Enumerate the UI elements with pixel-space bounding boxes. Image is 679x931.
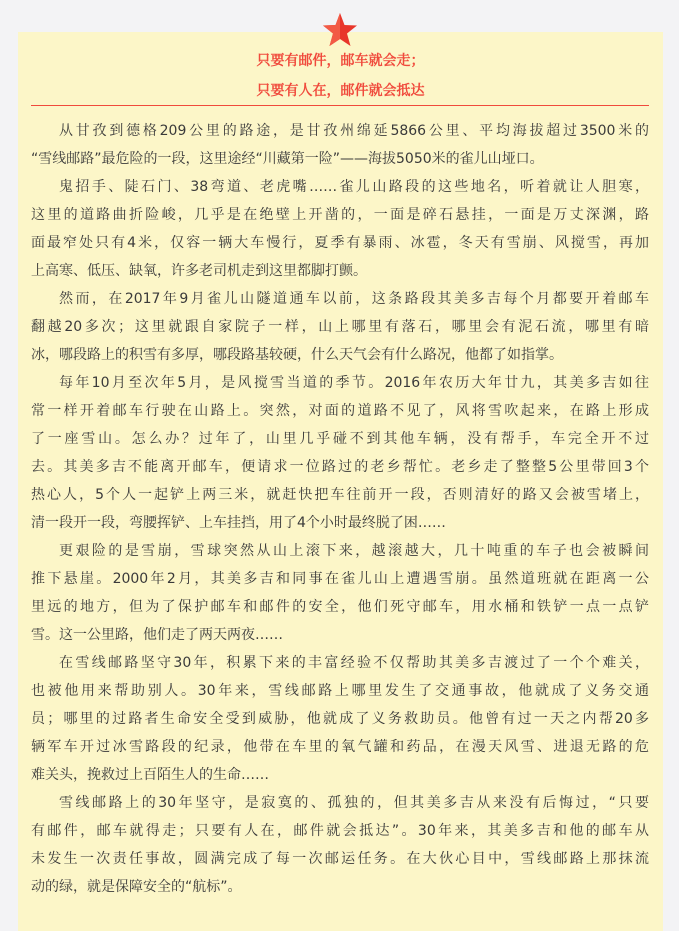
- text-line: 每年10月至次年5月，是风搅雪当道的季节。2016年农历大年廿九，其美多吉如往: [59, 375, 649, 391]
- text-line: 鬼招手、陡石门、38弯道、老虎嘴……雀儿山路段的这些地名，听着就让人胆寒，: [59, 179, 649, 195]
- text-line: 翻越20多次；这里就跟自家院子一样，山上哪里有落石，哪里会有泥石流，哪里有暗: [31, 319, 649, 335]
- text-line: 未发生一次责任事故，圆满完成了每一次邮运任务。在大伙心目中，雪线邮路上那抹流: [31, 851, 649, 867]
- paragraph: [31, 369, 649, 537]
- text-line: 在雪线邮路坚守30年，积累下来的丰富经验不仅帮助其美多吉渡过了一个个难关，: [59, 655, 649, 671]
- text-line: 有邮件，邮车就得走；只要有人在，邮件就会抵达”。30年来，其美多吉和他的邮车从: [31, 823, 649, 839]
- text-line: 雪。这一公里路，他们走了两天两夜……: [31, 627, 283, 643]
- text-line: 面最窄处只有4米，仅容一辆大车慢行，夏季有暴雨、冰雹，冬天有雪崩、风搅雪，再加: [31, 235, 649, 251]
- paragraph: [31, 789, 649, 901]
- text-line: 辆军车开过冰雪路段的纪录，他带在车里的氧气罐和药品，在漫天风雪、进退无路的危: [31, 739, 649, 755]
- text-line: 上高寒、低压、缺氧，许多老司机走到这里都脚打颤。: [31, 263, 367, 279]
- paragraph: [31, 649, 649, 789]
- paragraph: [31, 285, 649, 369]
- text-line: 员；哪里的过路者生命安全受到威胁，他就成了义务救助员。他曾有过一天之内帮20多: [31, 711, 649, 727]
- text-line: 从甘孜到德格209公里的路途，是甘孜州绵延5866公里、平均海拔超过3500米的: [59, 123, 649, 139]
- text-line: 去。其美多吉不能离开邮车，便请求一位路过的老乡帮忙。老乡走了整整5公里带回3个: [31, 459, 649, 475]
- paragraph: [31, 537, 649, 649]
- text-line: 这里的道路曲折险峻，几乎是在绝壁上开凿的，一面是碎石悬挂，一面是万丈深渊，路: [31, 207, 649, 223]
- header-divider: [31, 105, 649, 106]
- text-line: “雪线邮路”最危险的一段，这里途经“川藏第一险”——海拔5050米的雀儿山垭口。: [31, 151, 544, 167]
- text-line: 难关头，挽救过上百陌生人的生命……: [31, 767, 269, 783]
- text-line: 冰，哪段路上的积雪有多厚，哪段路基较硬，什么天气会有什么路况，他都了如指掌。: [31, 347, 563, 363]
- text-line: 然而，在2017年9月雀儿山隧道通车以前，这条路段其美多吉每个月都要开着邮车: [59, 291, 649, 307]
- paragraph: [31, 173, 649, 285]
- text-line: 常一样开着邮车行驶在山路上。突然，对面的道路不见了，风将雪吹起来，在路上形成: [31, 403, 649, 419]
- text-line: 里远的地方，但为了保护邮车和邮件的安全，他们死守邮车，用水桶和铁铲一点一点铲: [31, 599, 649, 615]
- text-line: 也被他用来帮助别人。30年来，雪线邮路上哪里发生了交通事故，他就成了义务交通: [31, 683, 649, 699]
- article-body: [31, 117, 649, 901]
- header-line-2: 只要有人在，邮件就会抵达: [256, 83, 425, 99]
- text-line: 动的绿，就是保障安全的“航标”。: [31, 879, 242, 895]
- text-line: 更艰险的是雪崩，雪球突然从山上滚下来，越滚越大，几十吨重的车子也会被瞬间: [59, 543, 649, 559]
- text-line: 清一段开一段，弯腰挥铲、上车挂挡，用了4个小时最终脱了困……: [31, 515, 446, 531]
- text-line: 雪线邮路上的30年坚守，是寂寞的、孤独的，但其美多吉从来没有后悔过，“只要: [59, 795, 649, 811]
- header-line-1: 只要有邮件，邮车就会走；: [256, 53, 425, 69]
- text-line: 了一座雪山。怎么办？过年了，山里几乎碰不到其他车辆，没有帮手，车完全开不过: [31, 431, 649, 447]
- red-star-icon: [322, 12, 358, 48]
- text-line: 推下悬崖。2000年2月，其美多吉和同事在雀儿山上遭遇雪崩。虽然道班就在距离一公: [31, 571, 649, 587]
- paragraph: [31, 117, 649, 173]
- text-line: 热心人，5个人一起铲上两三米，就赶快把车往前开一段，否则清好的路又会被雪堵上，: [31, 487, 649, 503]
